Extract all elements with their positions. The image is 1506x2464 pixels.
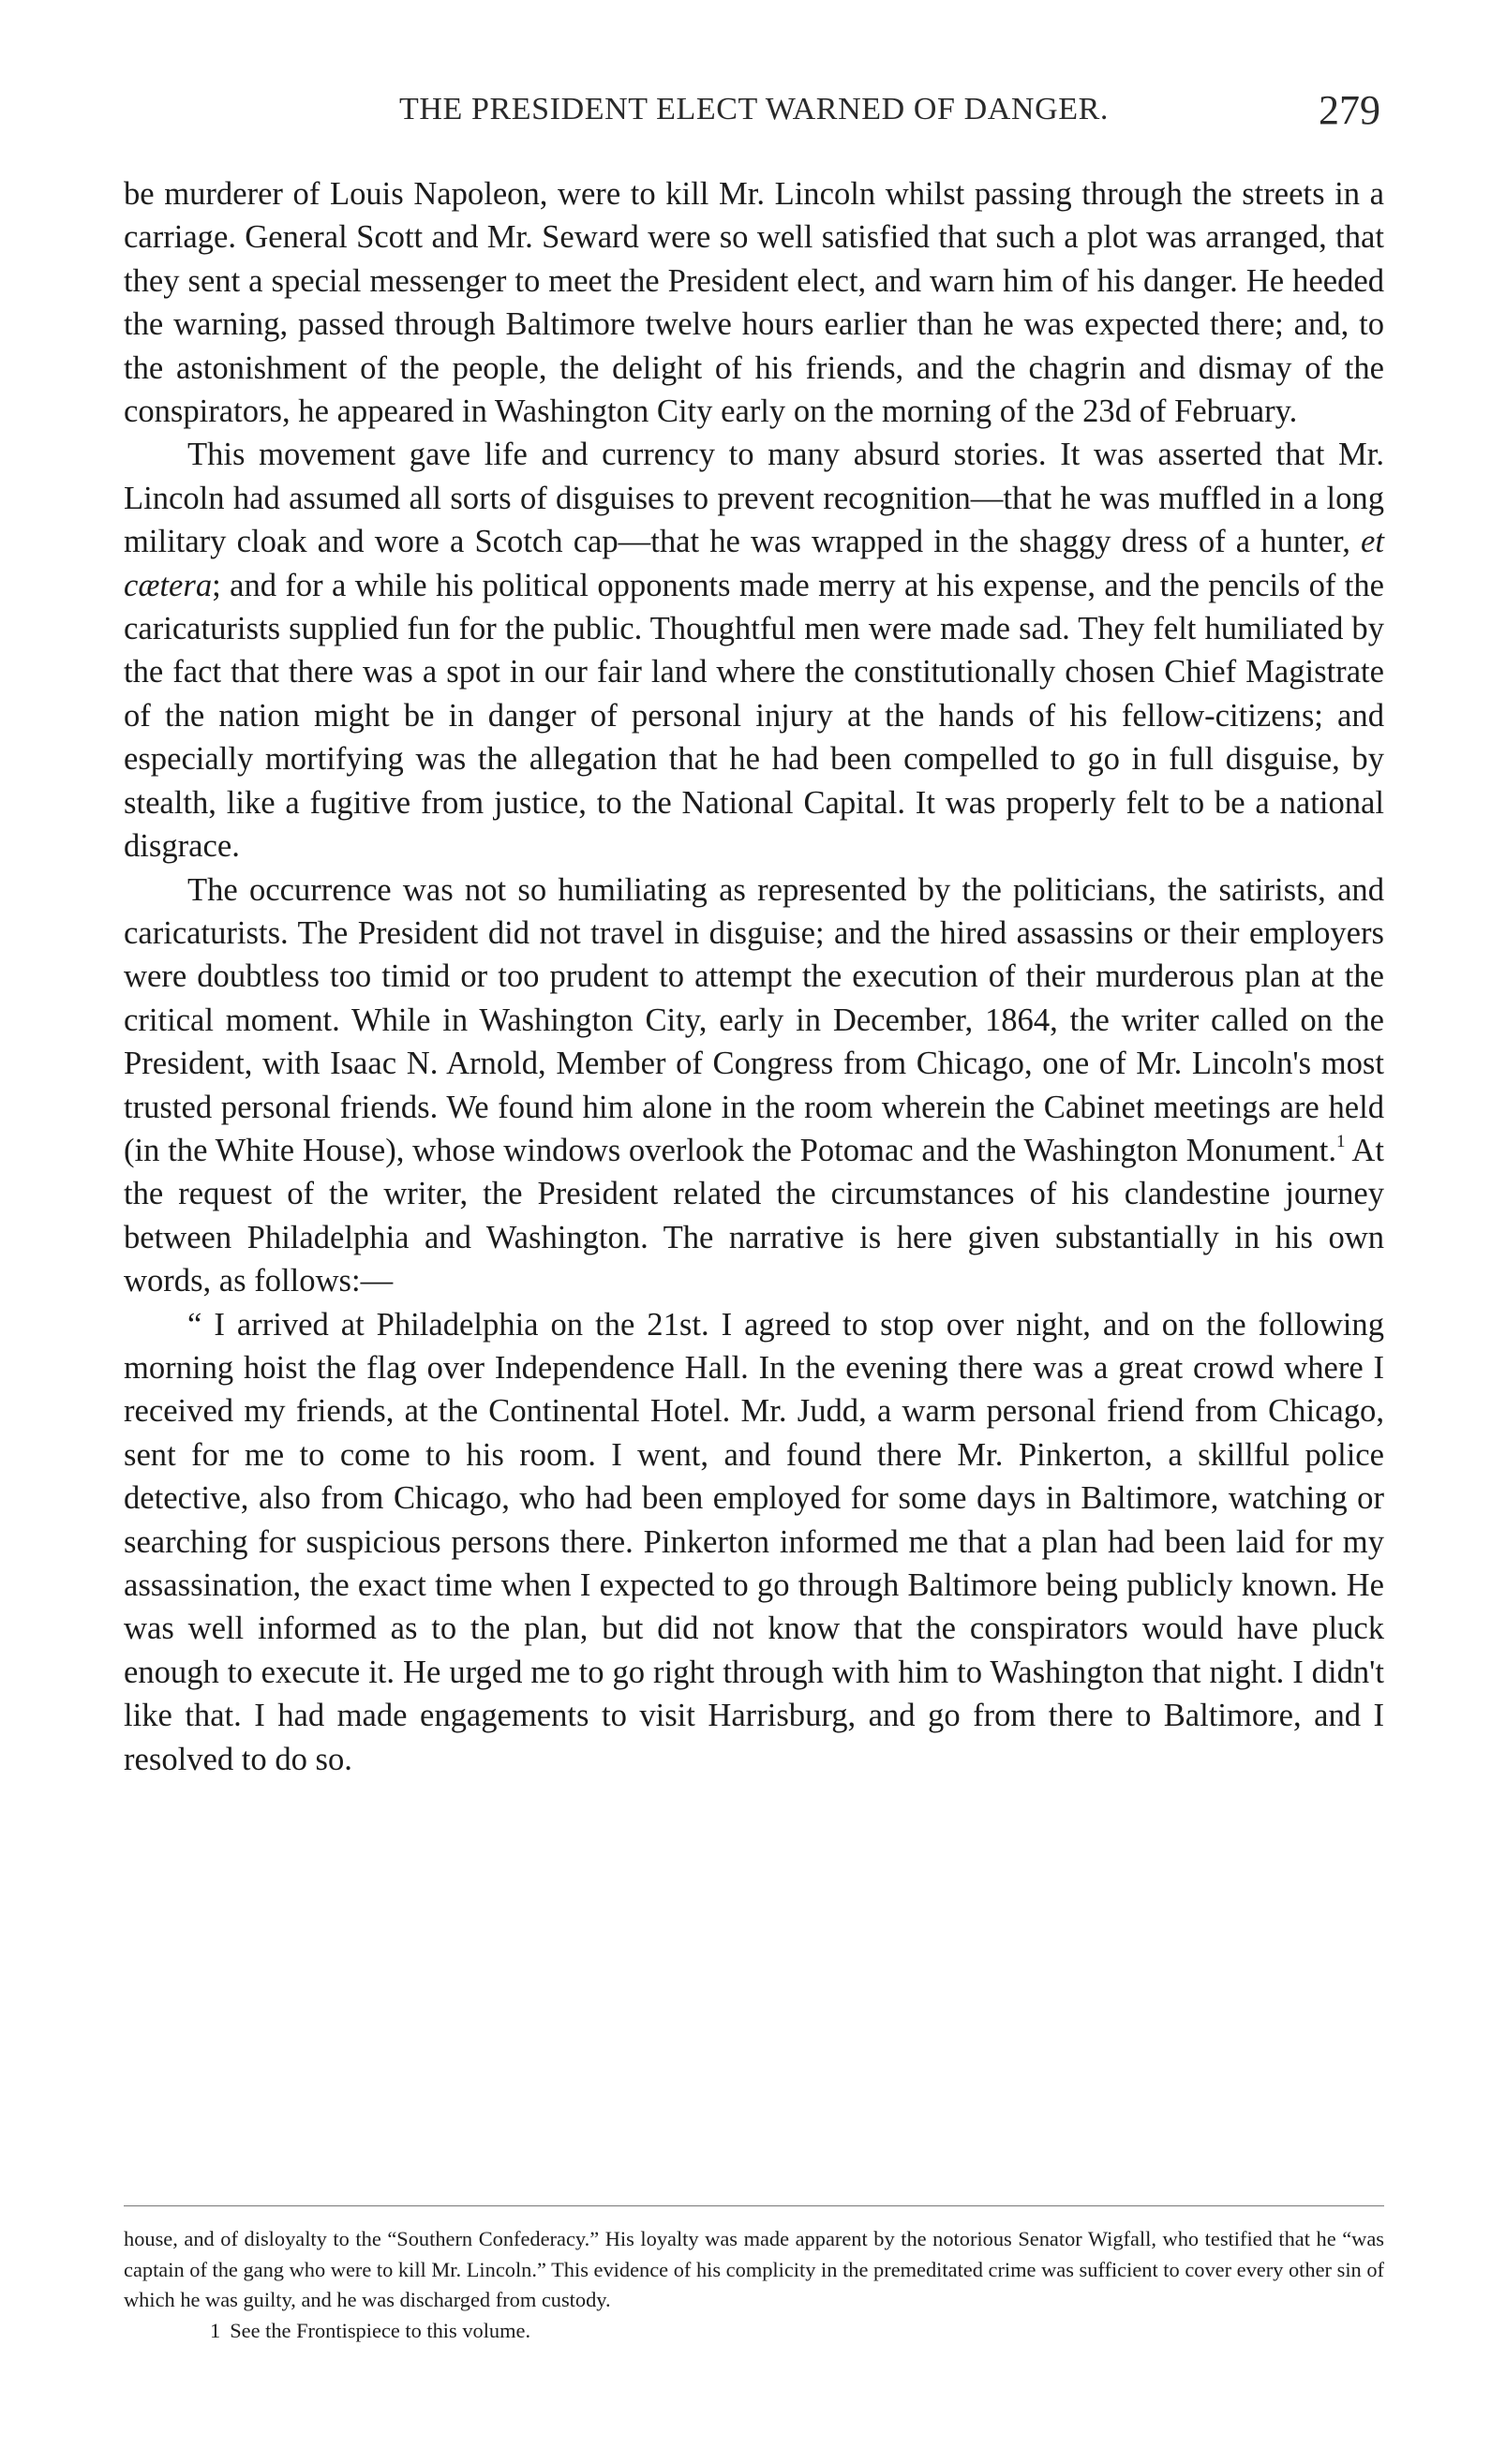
book-page (124, 86, 1384, 2428)
italic-phrase: et cætera (124, 524, 1384, 603)
paragraph (124, 433, 1384, 868)
running-head: THE PRESIDENT ELECT WARNED OF DANGER. (399, 92, 1109, 126)
page-header (124, 86, 1384, 142)
paragraph-text: This movement gave life and currency to many absurd stories. It was asserted that Mr. Lincoln had assumed all sorts of disguises to prevent recognition—that he was muffled in a long military cloak and wore a Scotch cap—that he was wrapped in the shaggy dress of a hunter, (124, 437, 1384, 560)
footnote-reference[interactable]: 1 (1336, 1131, 1346, 1151)
footnote-1 (124, 2316, 1384, 2347)
paragraph (124, 172, 1384, 433)
footnote-divider (124, 2205, 1384, 2206)
body-text (124, 172, 1384, 1781)
paragraph (124, 1303, 1384, 1781)
footnote-text: See the Frontispiece to this volume. (230, 2318, 531, 2342)
footnotes (124, 2224, 1384, 2346)
paragraph-text: be murderer of Louis Napoleon, were to kill Mr. Lincoln whilst passing through the streets in a carriage. General Scott and Mr. Seward were so well satisfied that such a plot was arranged, that they sent a special messenger to meet the President elect, and warn him of his danger. He heeded the warning, passed through Baltimore twelve hours earlier than he was expected there; and, to the astonishment of the people, the delight of his friends, and the chagrin and dismay of the conspirators, he appeared in Washington City early on the morning of the 23d of February. (124, 176, 1384, 430)
paragraph-text: ; and for a while his political opponents made merry at his expense, and the pencils of the caricaturists supplied fun for the public. Thoughtful men were made sad. They felt humiliated by the fact that there was a spot in our fair land where the constitutionally chosen Chief Magistrate of the nation might be in danger of personal injury at the hands of his fellow-citizens; and especially mortifying was the allegation that he had been compelled to go in full disguise, by stealth, like a fugitive from justice, to the National Capital. It was properly felt to be a national disgrace. (124, 567, 1384, 865)
paragraph-text: At the request of the writer, the President related the circumstances of his clandestine journey between Philadelphia and Washington. The narrative is here given substantially in his own words, as follows:— (124, 1132, 1384, 1299)
page-number: 279 (1319, 87, 1380, 133)
paragraph-text: The occurrence was not so humiliating as represented by the politicians, the satirists, and caricaturists. The President did not travel in disguise; and the hired assassins or their employers were doubtless too timid or too prudent to attempt the execution of their murderous plan at the critical moment. While in Washington City, early in December, 1864, the writer called on the President, with Isaac N. Arnold, Member of Congress from Chicago, one of Mr. Lincoln's most trusted personal friends. We found him alone in the room wherein the Cabinet meetings are held (in the White House), whose windows overlook the Potomac and the Washington Monument. (124, 871, 1384, 1168)
paragraph (124, 868, 1384, 1303)
footnote-continued: house, and of disloyalty to the “Southern Confederacy.” His loyalty was made apparent by the notorious Senator Wigfall, who testified that he “was captain of the gang who were to kill Mr. Lincoln.” This evidence of his complicity in the premeditated crime was sufficient to cover every other sin of which he was guilty, and he was discharged from custody. (124, 2227, 1384, 2311)
paragraph-text: “ I arrived at Philadelphia on the 21st. I agreed to stop over night, and on the following morning hoist the flag over Independence Hall. In the evening there was a great crowd where I received my friends, at the Continental Hotel. Mr. Judd, a warm personal friend from Chicago, sent for me to come to his room. I went, and found there Mr. Pinkerton, a skillful police detective, also from Chicago, who had been employed for some days in Baltimore, watching or searching for suspicious persons there. Pinkerton informed me that a plan had been laid for my assassination, the exact time when I expected to go through Baltimore being publicly known. He was well informed as to the plan, but did not know that the conspirators would have pluck enough to execute it. He urged me to go right through with him to Washington that night. I didn't like that. I had made engagements to visit Harrisburg, and go from there to Baltimore, and I resolved to do so. (124, 1306, 1384, 1777)
footnote-mark: 1 (210, 2318, 221, 2342)
